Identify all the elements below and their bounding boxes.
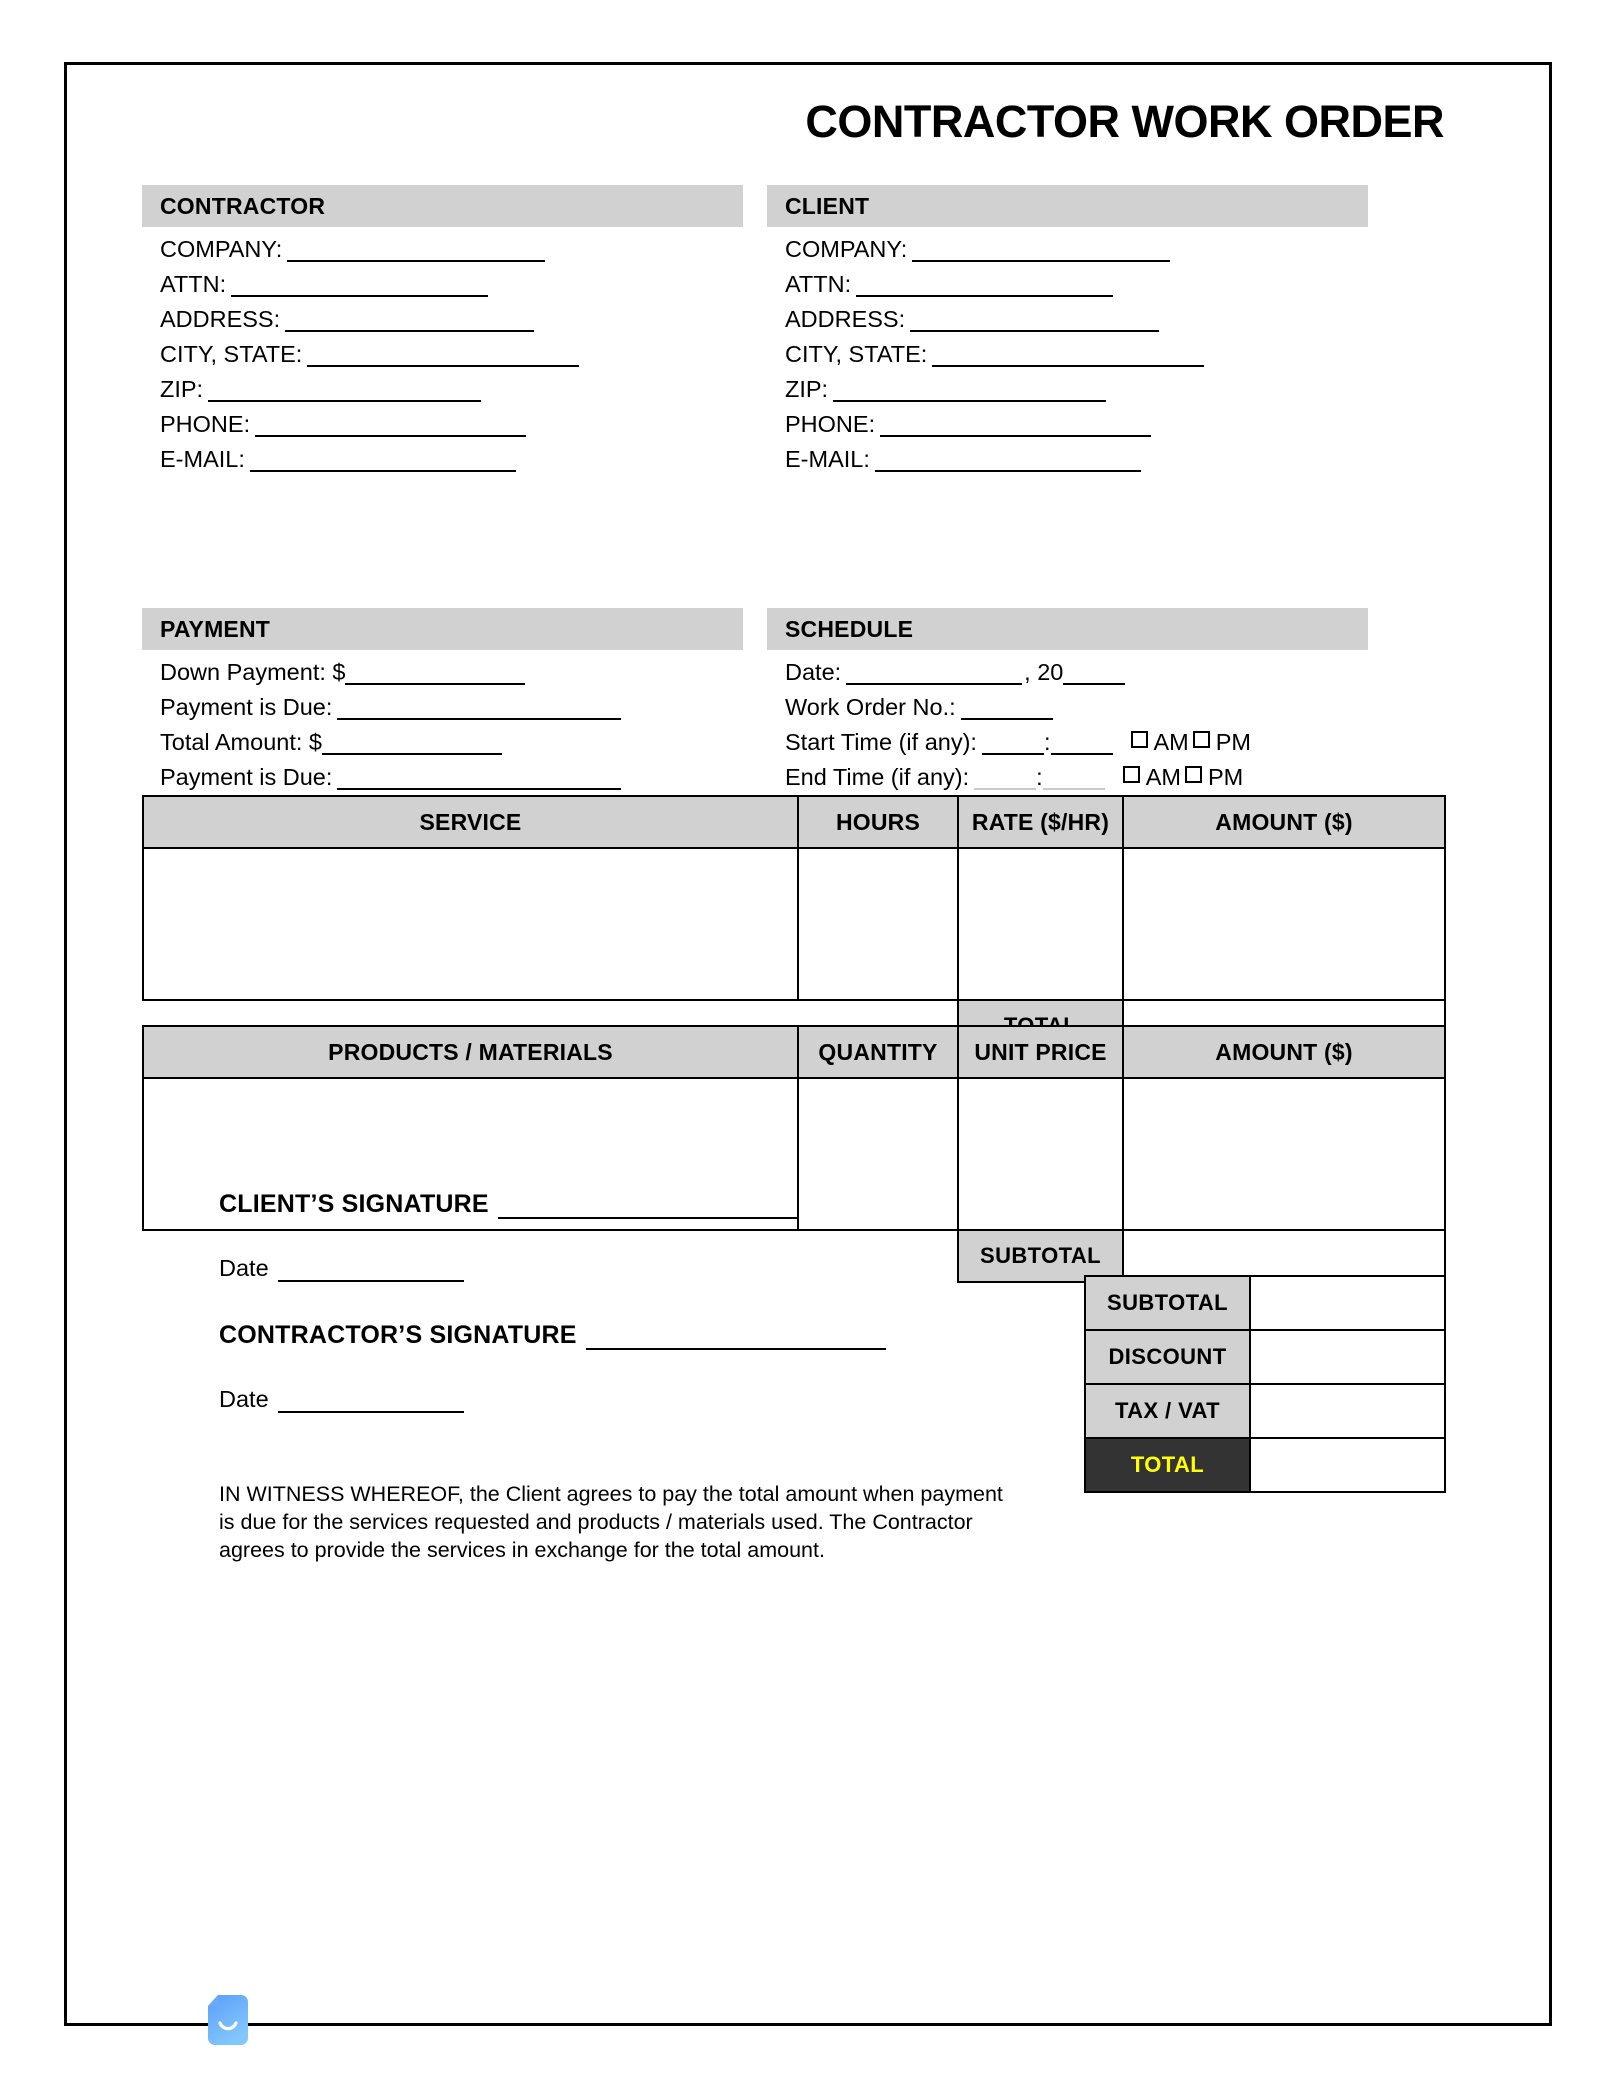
contractor-email-input[interactable] [250, 449, 516, 472]
schedule-block [767, 608, 1368, 790]
product-cell-amount[interactable] [1123, 1078, 1445, 1230]
schedule-row-date[interactable] [767, 650, 1368, 685]
totals-grand-total-value[interactable] [1250, 1438, 1445, 1492]
schedule-row-start-time[interactable] [767, 720, 1368, 755]
hours-col-header: HOURS [798, 796, 958, 848]
totals-row-subtotal [1085, 1276, 1445, 1330]
start-hour-input[interactable] [982, 732, 1044, 755]
field-label: ADDRESS: [160, 306, 281, 332]
service-table [142, 795, 1446, 1053]
schedule-date-input[interactable] [846, 662, 1022, 685]
client-signature-input[interactable] [498, 1192, 798, 1219]
field-label: ATTN: [160, 271, 227, 297]
date-year-prefix: , 20 [1024, 659, 1064, 685]
client-field-address[interactable] [767, 297, 1368, 332]
down-payment-input[interactable] [345, 662, 525, 685]
field-label: Total Amount: $ [160, 729, 322, 755]
client-field-city-state[interactable] [767, 332, 1368, 367]
totals-subtotal-label: SUBTOTAL [1085, 1276, 1250, 1330]
pm-label: PM [1207, 764, 1244, 790]
document-smile-icon [207, 1995, 249, 2045]
field-label: PHONE: [160, 411, 251, 437]
products-table [142, 1025, 1446, 1283]
payment-block [142, 608, 743, 790]
payment-section-header: PAYMENT [142, 608, 743, 650]
time-colon: : [1036, 764, 1043, 790]
totals-row-discount [1085, 1330, 1445, 1384]
pm-label: PM [1215, 729, 1251, 755]
time-colon: : [1043, 729, 1051, 755]
totals-discount-value[interactable] [1250, 1330, 1445, 1384]
client-field-phone[interactable] [767, 402, 1368, 437]
field-label: End Time (if any): [785, 764, 970, 790]
field-label: Payment is Due: [160, 764, 333, 790]
schedule-year-input[interactable] [1063, 662, 1125, 685]
schedule-row-work-order-no[interactable] [767, 685, 1368, 720]
end-am-checkbox[interactable] [1123, 766, 1140, 783]
client-date-label: Date [219, 1255, 269, 1281]
contractor-date-label: Date [219, 1386, 269, 1412]
payment-row-down-payment[interactable] [142, 650, 743, 685]
contractor-field-phone[interactable] [142, 402, 743, 437]
payment-row-due-2[interactable] [142, 755, 743, 790]
field-label: ZIP: [160, 376, 204, 402]
totals-discount-label: DISCOUNT [1085, 1330, 1250, 1384]
service-cell-hours[interactable] [798, 848, 958, 1000]
field-label: E-MAIL: [160, 446, 245, 472]
field-label: CITY, STATE: [785, 341, 928, 367]
contractor-date-input[interactable] [278, 1390, 464, 1413]
service-cell-description[interactable] [143, 848, 798, 1000]
totals-tax-label: TAX / VAT [1085, 1384, 1250, 1438]
contractor-block [142, 185, 743, 472]
client-signature-row[interactable] [219, 1190, 798, 1219]
contractor-phone-input[interactable] [255, 414, 526, 437]
client-section-header: CLIENT [767, 185, 1368, 227]
client-field-email[interactable] [767, 437, 1368, 472]
service-cell-amount[interactable] [1123, 848, 1445, 1000]
contractor-signature-input[interactable] [586, 1323, 886, 1350]
unit-price-col-header: UNIT PRICE [958, 1026, 1123, 1078]
amount-col-header: AMOUNT ($) [1123, 796, 1445, 848]
client-field-attn[interactable] [767, 262, 1368, 297]
field-label: ATTN: [785, 271, 852, 297]
client-company-input[interactable] [912, 239, 1170, 262]
work-order-no-input[interactable] [961, 697, 1053, 720]
service-table-header-row [143, 796, 1445, 848]
end-minute-input[interactable] [1043, 767, 1105, 790]
client-attn-input[interactable] [856, 274, 1113, 297]
field-label: Payment is Due: [160, 694, 333, 720]
payment-due-input-2[interactable] [337, 767, 621, 790]
field-label: E-MAIL: [785, 446, 870, 472]
contractor-signature-row[interactable] [219, 1321, 886, 1350]
service-cell-rate[interactable] [958, 848, 1123, 1000]
schedule-row-end-time[interactable] [767, 755, 1368, 790]
contractor-field-address[interactable] [142, 297, 743, 332]
contractor-zip-input[interactable] [208, 379, 481, 402]
client-address-input[interactable] [910, 309, 1159, 332]
contractor-address-input[interactable] [285, 309, 534, 332]
client-phone-input[interactable] [880, 414, 1151, 437]
contractor-field-city-state[interactable] [142, 332, 743, 367]
totals-tax-value[interactable] [1250, 1384, 1445, 1438]
contractor-field-email[interactable] [142, 437, 743, 472]
am-label: AM [1145, 764, 1181, 790]
end-pm-checkbox[interactable] [1185, 766, 1202, 783]
am-label: AM [1153, 729, 1189, 755]
totals-grand-total-label: TOTAL [1085, 1438, 1250, 1492]
field-label: Work Order No.: [785, 694, 956, 720]
products-col-header: PRODUCTS / MATERIALS [143, 1026, 798, 1078]
contractor-section-header: CONTRACTOR [142, 185, 743, 227]
payment-row-due-1[interactable] [142, 685, 743, 720]
end-hour-input[interactable] [974, 767, 1036, 790]
start-minute-input[interactable] [1051, 732, 1113, 755]
client-field-company[interactable] [767, 227, 1368, 262]
contractor-field-zip[interactable] [142, 367, 743, 402]
contractor-signature-label: CONTRACTOR’S SIGNATURE [219, 1321, 577, 1349]
page-title: CONTRACTOR WORK ORDER [805, 96, 1444, 147]
start-am-checkbox[interactable] [1131, 731, 1148, 748]
client-date-input[interactable] [278, 1259, 464, 1282]
totals-subtotal-value[interactable] [1250, 1276, 1445, 1330]
products-subtotal-label: SUBTOTAL [958, 1230, 1123, 1282]
client-email-input[interactable] [875, 449, 1141, 472]
field-label: COMPANY: [160, 236, 283, 262]
field-label: Start Time (if any): [785, 729, 977, 755]
total-amount-input[interactable] [322, 732, 502, 755]
client-city-state-input[interactable] [932, 344, 1204, 367]
client-block [767, 185, 1368, 472]
witness-clause: IN WITNESS WHEREOF, the Client agrees to pay the total amount when payment is due for the services requested and products / materials used. The Contractor agrees to provide the services in exchange for the total amount. [219, 1482, 1003, 1562]
brand-logo [207, 1995, 249, 2045]
table-row[interactable] [143, 848, 1445, 1000]
client-zip-input[interactable] [833, 379, 1106, 402]
field-label: ZIP: [785, 376, 829, 402]
contractor-attn-input[interactable] [231, 274, 488, 297]
rate-col-header: RATE ($/HR) [958, 796, 1123, 848]
start-pm-checkbox[interactable] [1193, 731, 1210, 748]
schedule-section-header: SCHEDULE [767, 608, 1368, 650]
contractor-city-state-input[interactable] [307, 344, 579, 367]
contractor-field-company[interactable] [142, 227, 743, 262]
product-cell-quantity[interactable] [798, 1078, 958, 1230]
contractor-company-input[interactable] [287, 239, 545, 262]
totals-row-grand-total [1085, 1438, 1445, 1492]
field-label: ADDRESS: [785, 306, 906, 332]
payment-due-input-1[interactable] [337, 697, 621, 720]
field-label: Down Payment: $ [160, 659, 346, 685]
client-signature-label: CLIENT’S SIGNATURE [219, 1190, 489, 1218]
page-frame [64, 62, 1552, 2026]
contractor-date-row[interactable] [219, 1386, 464, 1413]
totals-row-tax [1085, 1384, 1445, 1438]
field-label: Date: [785, 659, 842, 685]
totals-summary-table [1084, 1275, 1446, 1493]
field-label: PHONE: [785, 411, 876, 437]
client-field-zip[interactable] [767, 367, 1368, 402]
field-label: COMPANY: [785, 236, 908, 262]
amount-col-header: AMOUNT ($) [1123, 1026, 1445, 1078]
products-table-header-row [143, 1026, 1445, 1078]
client-date-row[interactable] [219, 1255, 464, 1282]
payment-row-total-amount[interactable] [142, 720, 743, 755]
product-cell-unit-price[interactable] [958, 1078, 1123, 1230]
field-label: CITY, STATE: [160, 341, 303, 367]
contractor-field-attn[interactable] [142, 262, 743, 297]
service-col-header: SERVICE [143, 796, 798, 848]
quantity-col-header: QUANTITY [798, 1026, 958, 1078]
